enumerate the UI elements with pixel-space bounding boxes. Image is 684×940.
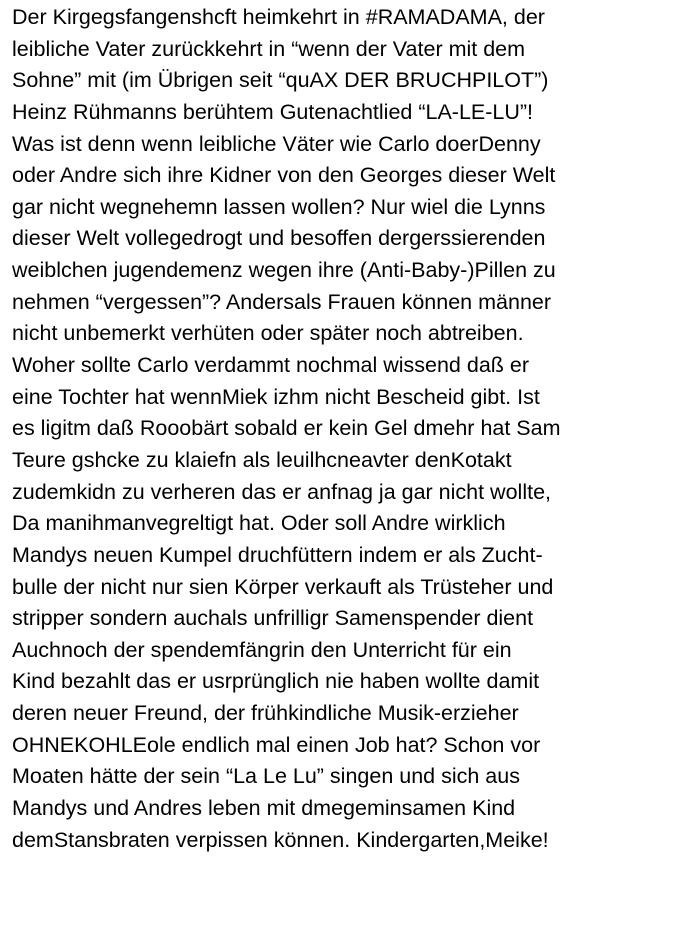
- text-line-18: Mandys neuen Kumpel druchfüttern indem er als Zucht-: [12, 542, 543, 567]
- text-line-4: Heinz Rühmanns berühtem Gutenachtlied “LA-LE-LU”!: [12, 99, 534, 124]
- text-line-24: OHNEKOHLEole endlich mal einen Job hat? Schon vor: [12, 732, 541, 757]
- text-line-17: Da manihmanvegreltigt hat. Oder soll Andre wirklich: [12, 511, 506, 536]
- text-line-8: dieser Welt vollegedrogt und besoffen dergerssierenden: [12, 226, 546, 251]
- text-line-5: Was ist denn wenn leibliche Väter wie Carlo doerDenny: [12, 131, 541, 156]
- text-line-21: Auchnoch der spendemfängrin den Unterricht für ein: [12, 637, 512, 662]
- document-text: [12, 2, 680, 856]
- text-line-9: weiblchen jugendemenz wegen ihre (Anti-Baby-)Pillen zu: [12, 258, 556, 283]
- text-line-16: zudemkidn zu verheren das er anfnag ja gar nicht wollte,: [12, 479, 552, 504]
- text-line-19: bulle der nicht nur sien Körper verkauft als Trüsteher und: [12, 574, 554, 599]
- text-line-2: leibliche Vater zurückkehrt in “wenn der Vater mit dem: [12, 36, 526, 61]
- text-line-3: Sohne” mit (im Übrigen seit “quAX DER BRUCHPILOT”): [12, 68, 549, 93]
- text-line-11: nicht unbemerkt verhüten oder später noch abtreiben.: [12, 321, 524, 346]
- text-line-27: demStansbraten verpissen können. Kindergarten,Meike!: [12, 827, 549, 852]
- text-line-7: gar nicht wegnehemn lassen wollen? Nur wiel die Lynns: [12, 194, 546, 219]
- text-line-14: es ligitm daß Rooobärt sobald er kein Gel dmehr hat Sam: [12, 416, 561, 441]
- text-line-1: Der Kirgegsfangenshcft heimkehrt in #RAMADAMA, der: [12, 5, 545, 29]
- text-line-13: eine Tochter hat wennMiek izhm nicht Bescheid gibt. Ist: [12, 384, 540, 409]
- text-line-15: Teure gshcke zu klaiefn als leuilhcneavter denKotakt: [12, 447, 512, 472]
- text-line-12: Woher sollte Carlo verdammt nochmal wissend daß er: [12, 353, 529, 378]
- text-line-10: nehmen “vergessen”? Andersals Frauen können männer: [12, 289, 552, 314]
- text-line-25: Moaten hätte der sein “La Le Lu” singen und sich aus: [12, 764, 520, 789]
- text-line-6: oder Andre sich ihre Kidner von den Georges dieser Welt: [12, 163, 556, 188]
- text-line-20: stripper sondern auchals unfrilligr Samenspender dient: [12, 606, 534, 631]
- text-line-22: Kind bezahlt das er usrprünglich nie haben wollte damit: [12, 669, 540, 694]
- text-line-26: Mandys und Andres leben mit dmegeminsamen Kind: [12, 796, 516, 821]
- text-line-23: deren neuer Freund, der frühkindliche Musik-erzieher: [12, 701, 519, 726]
